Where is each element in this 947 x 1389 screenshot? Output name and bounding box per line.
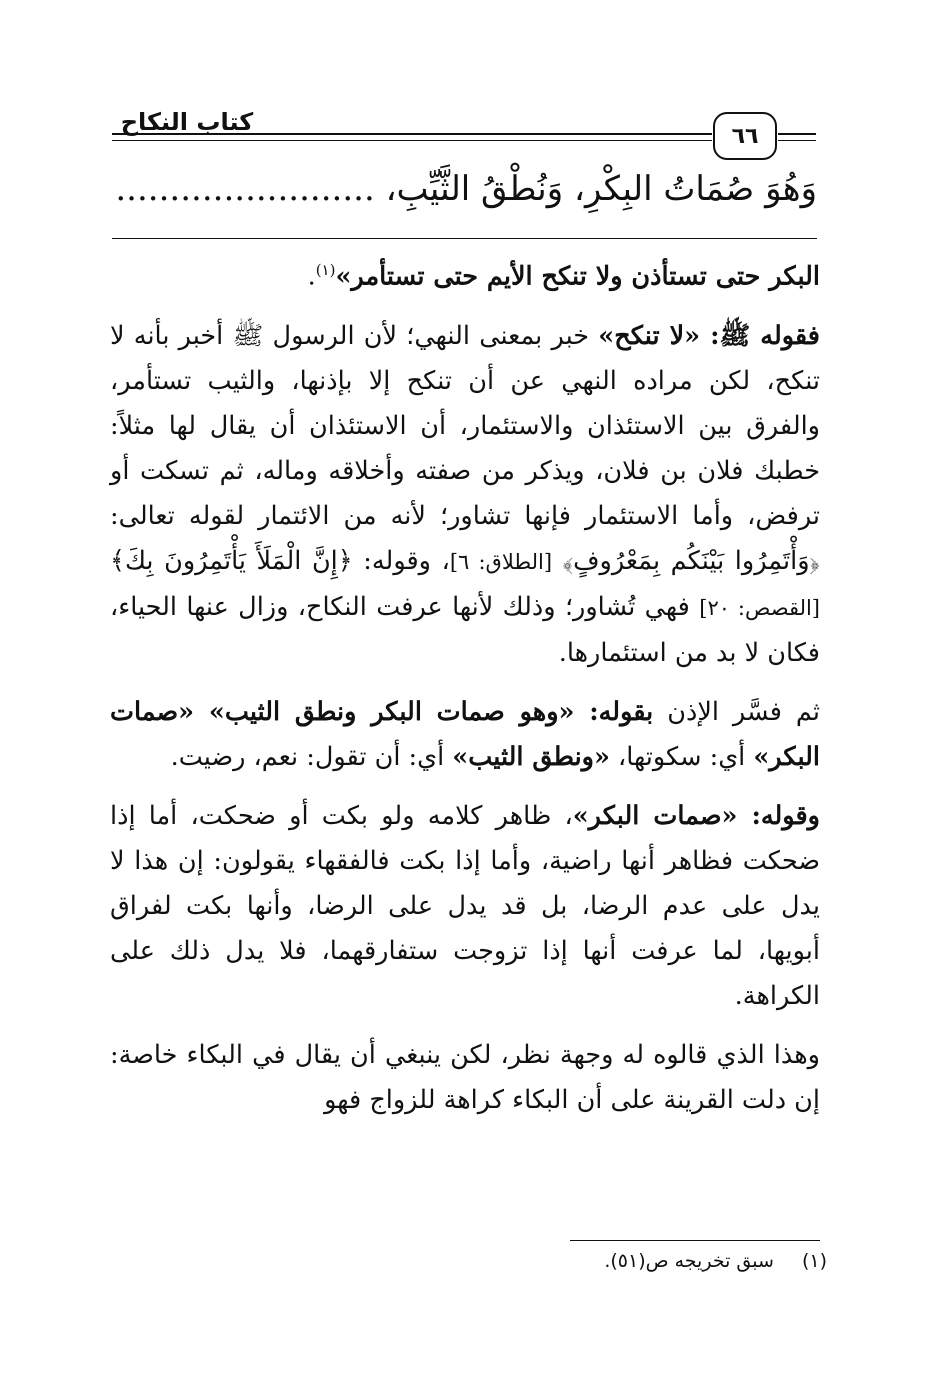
quran-reference: [القصص: ٢٠]	[699, 595, 820, 620]
bold-quote: «صمات البكر»	[110, 696, 820, 772]
bold-quote: «ونطق الثيب»	[452, 741, 610, 772]
footnote-ref: (١)	[315, 261, 336, 279]
paragraph-text: ، وقوله: ﴿إِنَّ الْمَلَأَ يَأْتَمِرُونَ بِكَ﴾	[110, 545, 450, 576]
paragraph-text: ثم فسَّر الإذن	[653, 696, 820, 727]
running-title: كتاب النكاح	[120, 108, 254, 136]
bold-lead: وقوله: «صمات البكر»	[572, 800, 820, 831]
footnote-text: سبق تخريجه ص(٥١).	[604, 1250, 774, 1272]
paragraph-text: ، ظاهر كلامه ولو بكت أو ضحكت، أما إذا ضحكت فظاهر أنها راضية، وأما إذا بكت فالفقهاء يقولون: إن هذا لا يدل على عدم الرضا، بل قد يدل على الرضا، وأنها بكت لفراق أبويها، لما عرفت أنها إذا تزوجت ستفارقهما، فلا يدل ذلك على الكراهة.	[110, 800, 820, 1011]
quran-reference: [الطلاق: ٦]	[449, 549, 553, 574]
bold-quote: بقوله: «وهو صمات البكر ونطق الثيب»	[208, 696, 654, 727]
hadith-quote: البكر حتى تستأذن ولا تنكح الأيم حتى تستأمر»	[335, 261, 820, 292]
header-rule-thin	[112, 140, 712, 141]
paragraph-text: أي: أن تقول: نعم، رضيت.	[170, 741, 453, 772]
matn-line: وَهُوَ صُمَاتُ البِكْرِ، وَنُطْقُ الثَّيِّبِ، ........................	[115, 169, 817, 209]
footnote-separator	[570, 1240, 820, 1241]
paragraph-text: فهي تُشاور؛ وذلك لأنها عرفت النكاح، وزال عنها الحياء، فكان لا بد من استئمارها.	[110, 591, 820, 668]
paragraph-text: أي: سكوتها،	[609, 741, 754, 772]
paragraph-end: .	[307, 261, 316, 292]
paragraph-4	[110, 794, 820, 1019]
commentary-body	[110, 248, 820, 1137]
paragraph-3	[110, 690, 820, 780]
bold-lead: فقوله ﷺ: «لا تنكح»	[598, 320, 821, 351]
page-number: ٦٦	[713, 112, 777, 160]
paragraph-text: خبر بمعنى النهي؛ لأن الرسول ﷺ أخبر بأنه لا تنكح، لكن مراده النهي عن أن تنكح إلا بإذنها، والثيب تستأمر، والفرق بين الاستئذان والاستئمار، أن الاستئذان أن يقال لها مثلاً: خطبك فلان بن فلان، ويذكر من صفته وأخلاقه وماله، ثم تسكت أو ترفض، وأما الاستئمار فإنها تشاور؛ لأنه من الائتمار لقوله تعالى: ﴿وَأْتَمِرُوا بَيْنَكُم بِمَعْرُوفٍ﴾	[110, 320, 820, 576]
header-rule-right	[778, 133, 816, 135]
paragraph-1	[110, 248, 820, 300]
paragraph-text: وهذا الذي قالوه له وجهة نظر، لكن ينبغي أن يقال في البكاء خاصة: إن دلت القرينة على أن البكاء كراهة للزواج فهو	[110, 1039, 820, 1115]
paragraph-2	[110, 314, 820, 676]
matn-separator	[112, 238, 817, 239]
footnote-number: (١)	[801, 1250, 827, 1272]
footnote	[327, 1250, 827, 1272]
paragraph-5	[110, 1033, 820, 1123]
header-rule-right-thin	[778, 140, 816, 141]
